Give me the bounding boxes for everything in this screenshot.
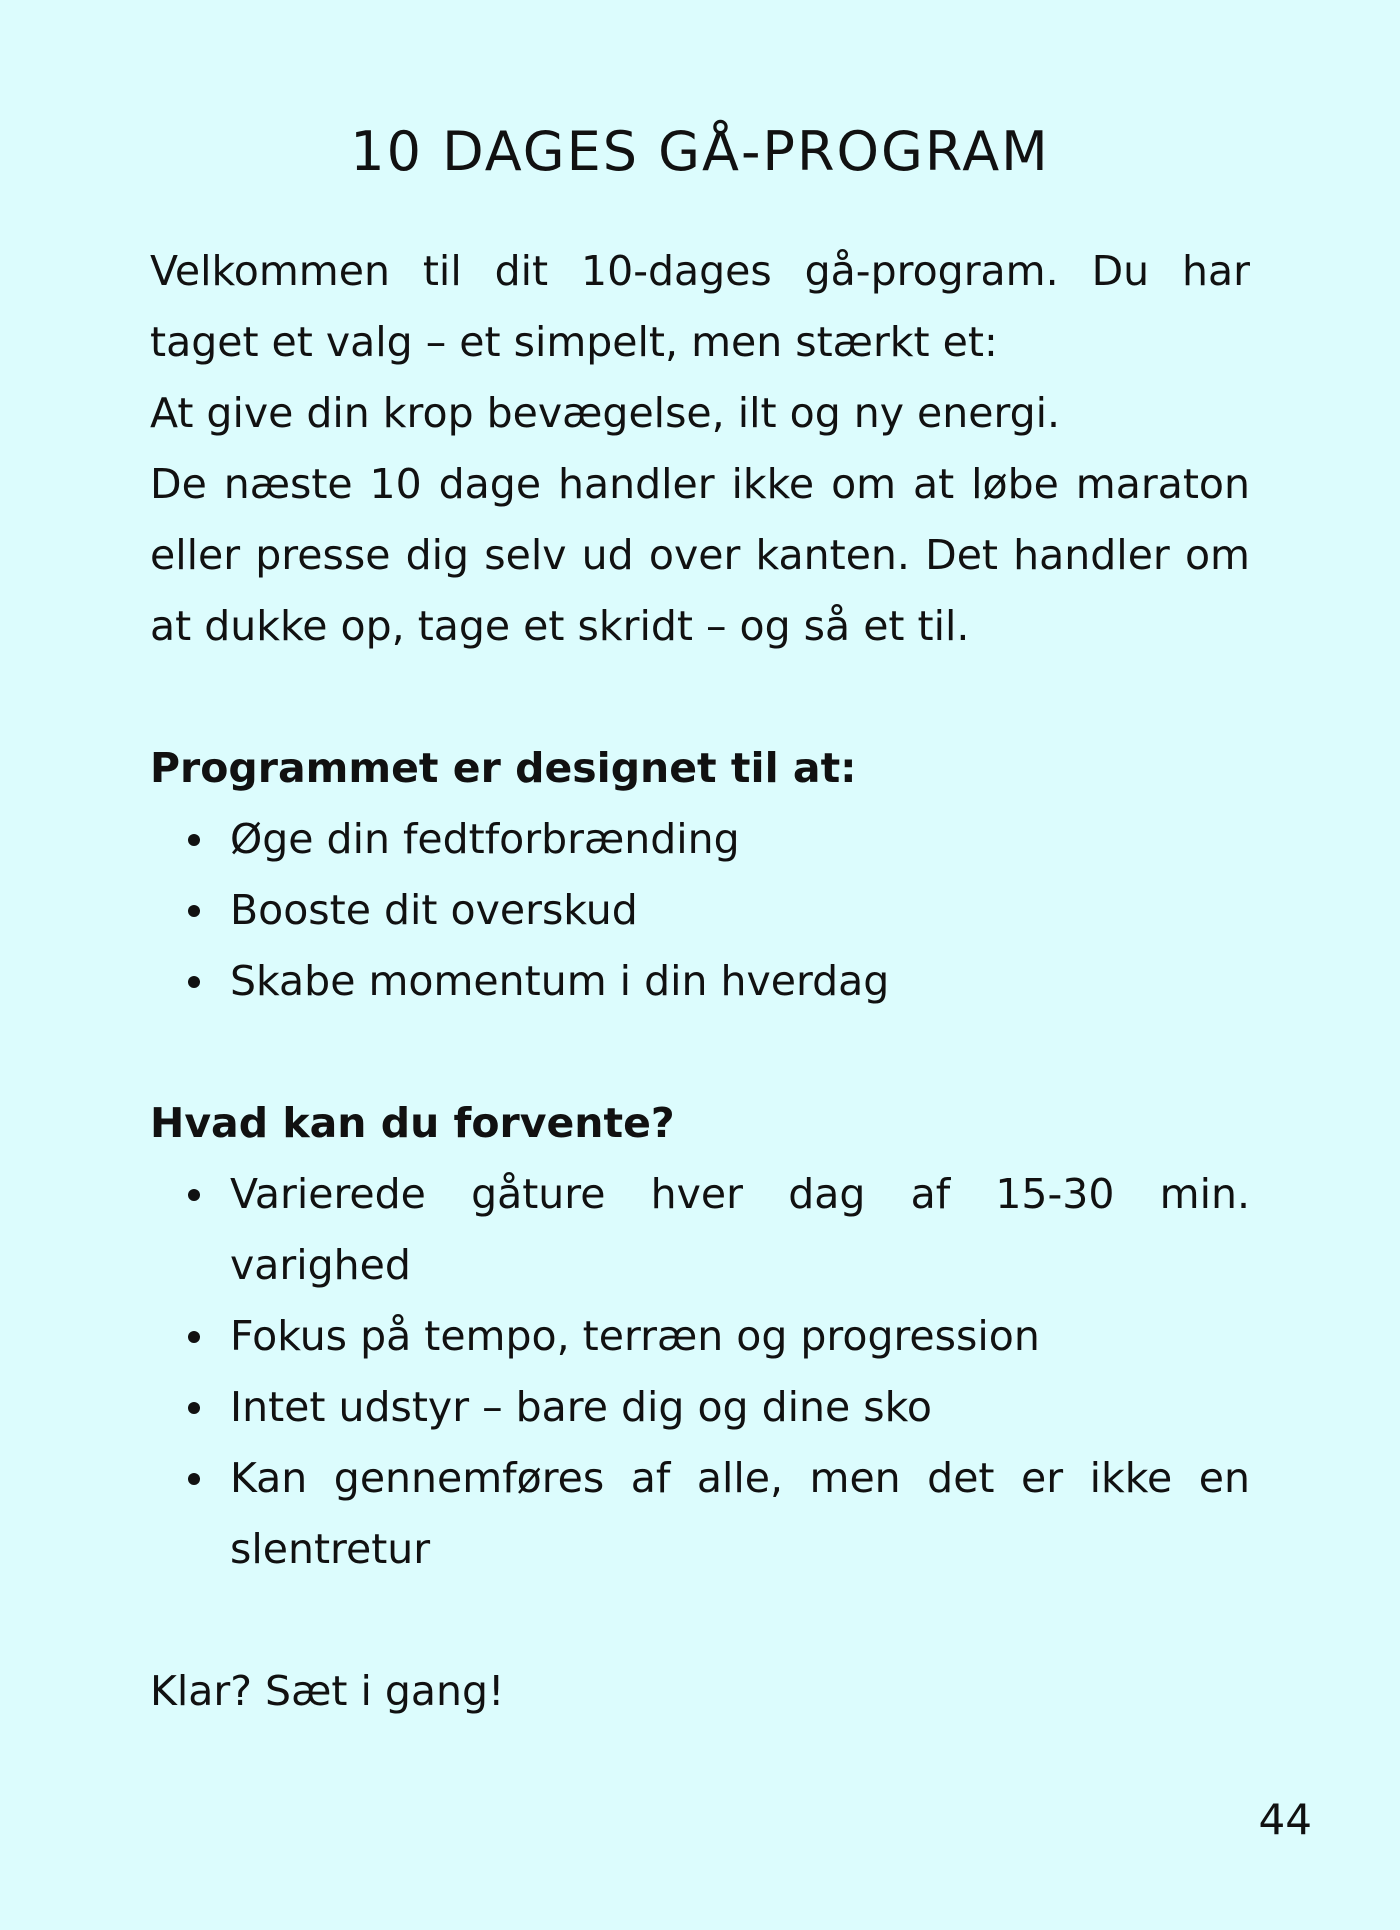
page-title: 10 DAGES GÅ-PROGRAM bbox=[350, 120, 1050, 183]
intro-paragraph: De næste 10 dage handler ikke om at løbe maraton eller presse dig selv ud over kanten. Det handler om at dukke op, tage et skridt – og så et til. bbox=[150, 460, 1250, 650]
list-item bbox=[150, 1443, 1250, 1585]
intro-paragraph: Velkommen til dit 10-dages gå-program. Du har taget et valg – et simpelt, men stærkt et: bbox=[150, 247, 1250, 366]
purpose-heading: Programmet er designet til at: bbox=[150, 744, 857, 792]
expect-list bbox=[150, 1159, 1250, 1585]
list-item bbox=[150, 804, 1250, 875]
intro-section bbox=[150, 236, 1250, 662]
list-item-text: Fokus på tempo, terræn og progression bbox=[230, 1312, 1040, 1360]
bullet-icon bbox=[188, 905, 200, 917]
list-item-text: Øge din fedtforbrænding bbox=[230, 815, 740, 863]
expect-section bbox=[150, 1088, 1250, 1585]
expect-heading: Hvad kan du forvente? bbox=[150, 1099, 675, 1147]
list-item bbox=[150, 1372, 1250, 1443]
bullet-icon bbox=[188, 1473, 200, 1485]
list-item-text: Varierede gåture hver dag af 15-30 min. varighed bbox=[230, 1170, 1250, 1289]
list-item bbox=[150, 946, 1250, 1017]
list-item-text: Booste dit overskud bbox=[230, 886, 638, 934]
list-item-text: Intet udstyr – bare dig og dine sko bbox=[230, 1383, 932, 1431]
list-item bbox=[150, 875, 1250, 946]
bullet-icon bbox=[188, 1402, 200, 1414]
purpose-section bbox=[150, 733, 1250, 1017]
page-content bbox=[150, 236, 1250, 1727]
bullet-icon bbox=[188, 976, 200, 988]
intro-paragraph: At give din krop bevægelse, ilt og ny energi. bbox=[150, 389, 1061, 437]
page-number: 44 bbox=[1258, 1795, 1312, 1844]
list-item bbox=[150, 1301, 1250, 1372]
purpose-list bbox=[150, 804, 1250, 1017]
list-item bbox=[150, 1159, 1250, 1301]
bullet-icon bbox=[188, 1331, 200, 1343]
closing-text: Klar? Sæt i gang! bbox=[150, 1667, 505, 1715]
bullet-icon bbox=[188, 834, 200, 846]
list-item-text: Kan gennemføres af alle, men det er ikke en slentretur bbox=[230, 1454, 1250, 1573]
list-item-text: Skabe momentum i din hverdag bbox=[230, 957, 890, 1005]
bullet-icon bbox=[188, 1189, 200, 1201]
